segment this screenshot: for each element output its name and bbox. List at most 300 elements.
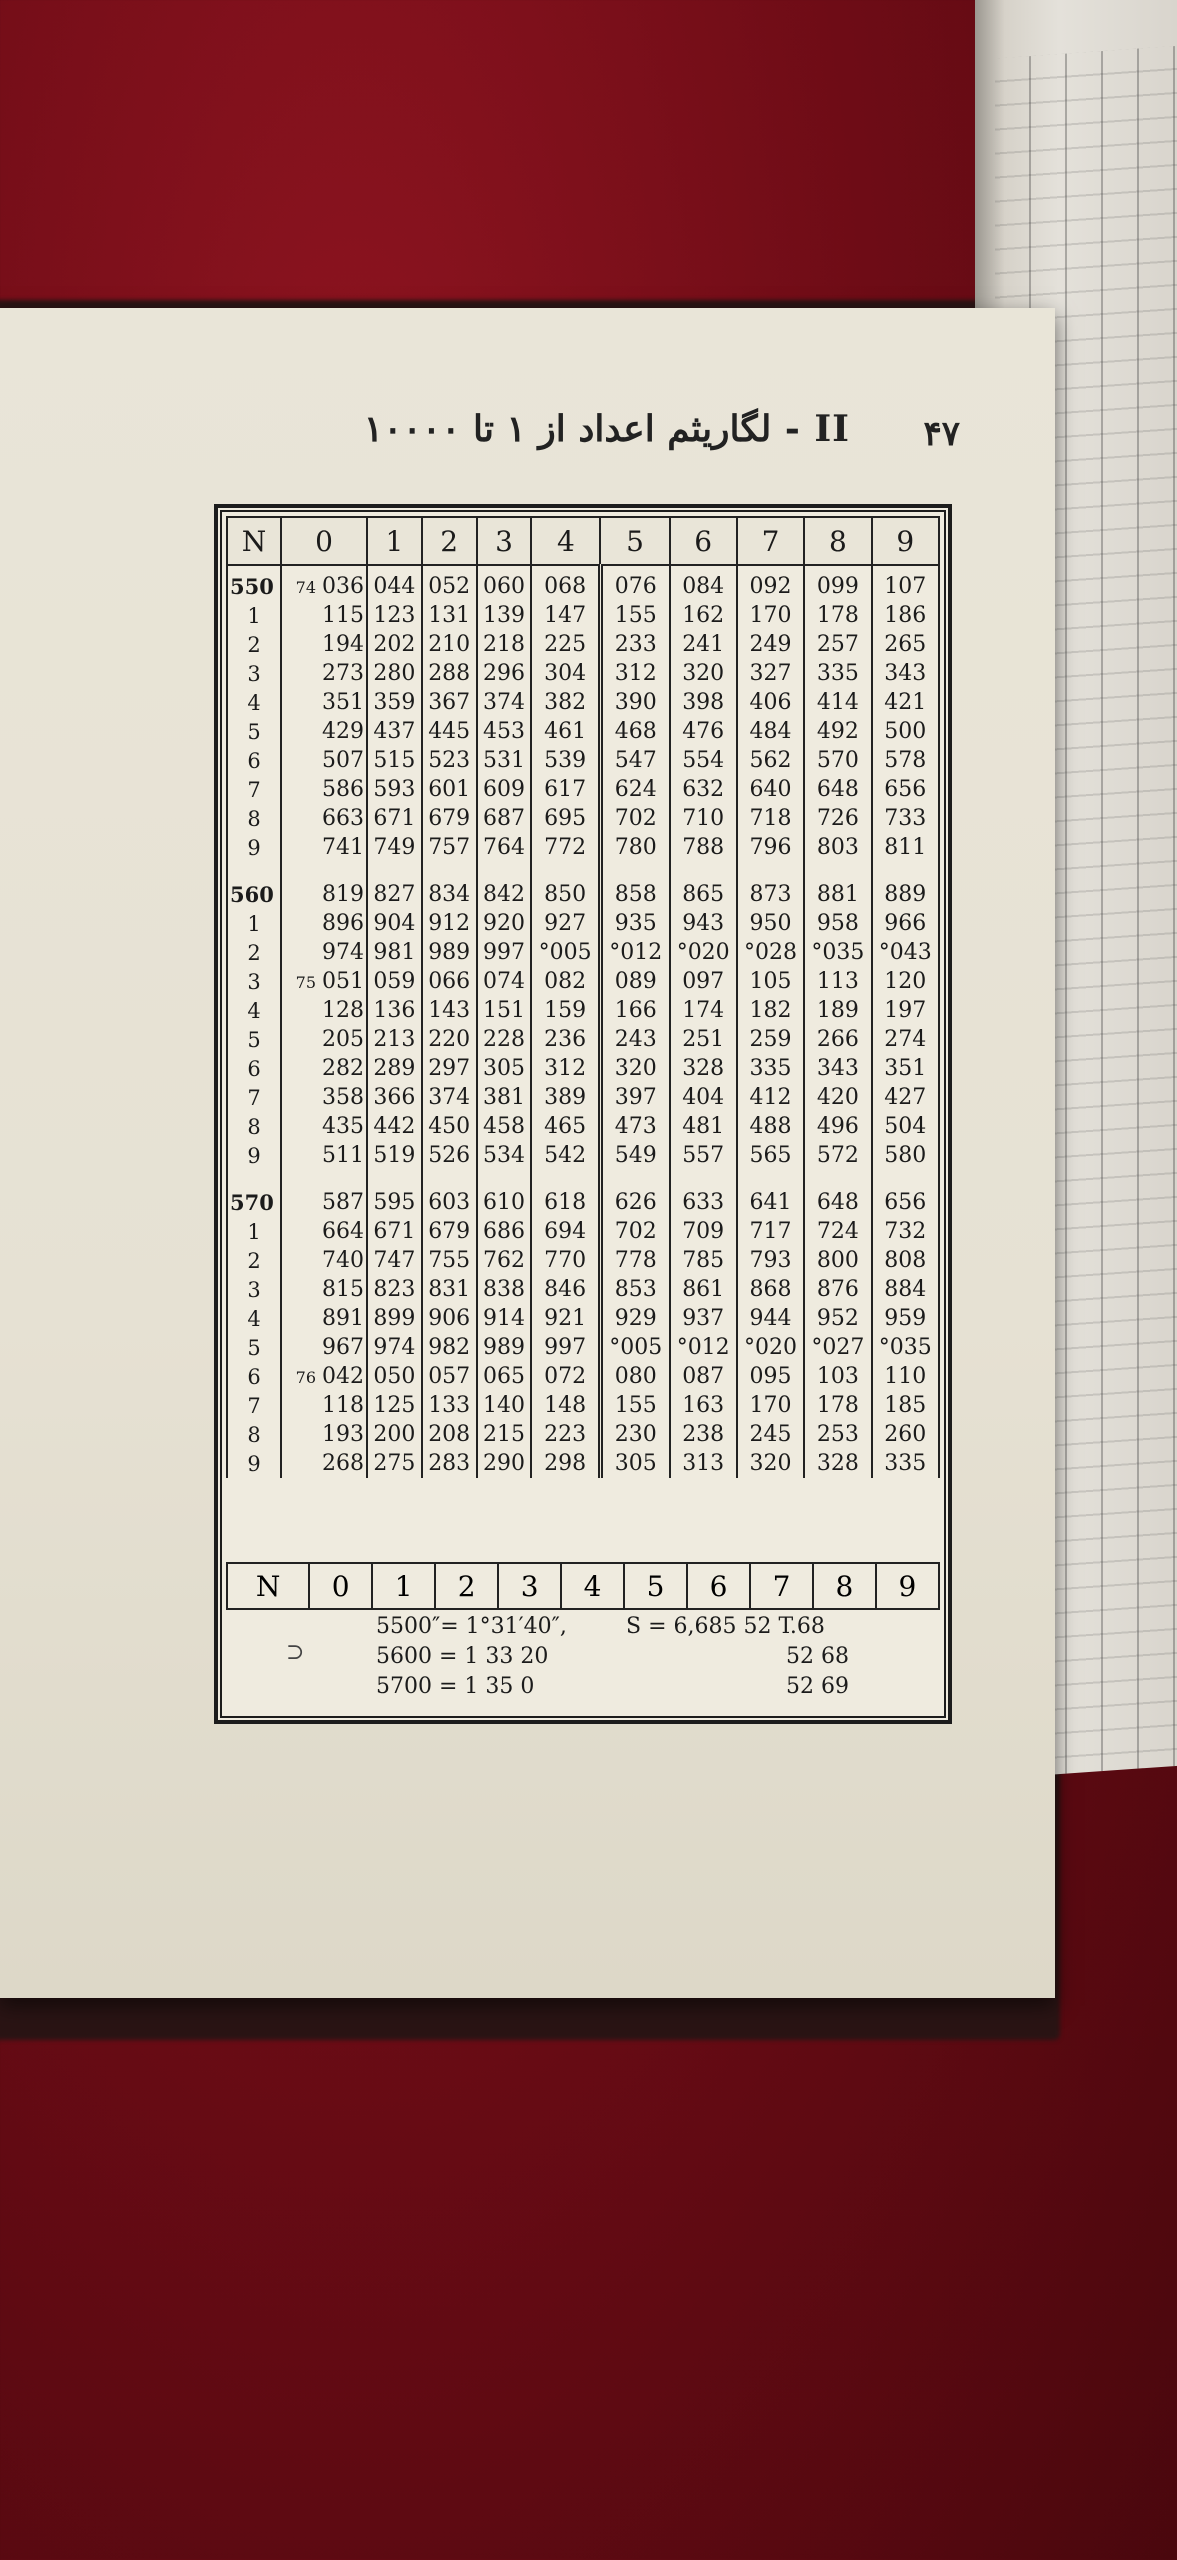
table-cell: 764 — [477, 833, 532, 862]
table-cell: 421 — [872, 688, 939, 717]
table-cell: 519 — [367, 1141, 422, 1170]
table-footer-row — [227, 1563, 939, 1609]
table-cell: 889 — [872, 880, 939, 909]
table-cell: 398 — [670, 688, 737, 717]
table-row — [227, 1275, 939, 1304]
footer-header-4: 3 — [498, 1563, 561, 1609]
table-cell: 283 — [422, 1449, 477, 1478]
table-cell: 718 — [737, 804, 804, 833]
table-cell — [281, 1391, 367, 1420]
gap-cell — [670, 1170, 737, 1188]
table-cell: 251 — [670, 1025, 737, 1054]
table-cell: 143 — [422, 996, 477, 1025]
table-cell: 687 — [477, 804, 532, 833]
row-label: 3 — [227, 659, 281, 688]
table-cell: °012 — [600, 938, 669, 967]
table-cell: 811 — [872, 833, 939, 862]
table-cell: 515 — [367, 746, 422, 775]
table-cell: 453 — [477, 717, 532, 746]
footer-header-2: 1 — [372, 1563, 435, 1609]
note-line-2: 5600 = 1 33 20 — [376, 1644, 549, 1669]
row-label: 8 — [227, 1420, 281, 1449]
table-row — [227, 1112, 939, 1141]
mantissa-prefix: 74 — [295, 578, 316, 597]
table-cell: °020 — [670, 938, 737, 967]
table-cell: 155 — [600, 601, 669, 630]
table-cell: 066 — [422, 967, 477, 996]
table-cell: 578 — [872, 746, 939, 775]
table-cell: 253 — [804, 1420, 871, 1449]
page-number: ۴۷ — [923, 414, 960, 454]
table-cell — [281, 775, 367, 804]
table-cell: 223 — [531, 1420, 600, 1449]
table-cell: 382 — [531, 688, 600, 717]
table-row — [227, 1188, 939, 1217]
page-title: II - لگاریثم اعداد از ۱ تا ۱۰۰۰۰ — [363, 408, 850, 450]
table-cell — [281, 746, 367, 775]
table-cell: 853 — [600, 1275, 669, 1304]
table-cell: 366 — [367, 1083, 422, 1112]
table-cell: 906 — [422, 1304, 477, 1333]
table-cell: 549 — [600, 1141, 669, 1170]
table-cell: 414 — [804, 688, 871, 717]
table-cell: 313 — [670, 1449, 737, 1478]
table-cell: 679 — [422, 1217, 477, 1246]
table-cell: 641 — [737, 1188, 804, 1217]
table-row — [227, 630, 939, 659]
table-row — [227, 1141, 939, 1170]
table-row — [227, 1362, 939, 1391]
table-cell: 539 — [531, 746, 600, 775]
table-cell: 159 — [531, 996, 600, 1025]
row-label: 570 — [227, 1188, 281, 1217]
cell-value: 586 — [322, 777, 364, 802]
gap-cell — [477, 1170, 532, 1188]
table-row — [227, 880, 939, 909]
table-cell: 959 — [872, 1304, 939, 1333]
table-cell: °043 — [872, 938, 939, 967]
table-cell: 099 — [804, 565, 871, 601]
table-cell: 481 — [670, 1112, 737, 1141]
table-cell: 724 — [804, 1217, 871, 1246]
row-label: 5 — [227, 1025, 281, 1054]
row-label: 5 — [227, 717, 281, 746]
table-cell: 220 — [422, 1025, 477, 1054]
cell-value: 974 — [322, 940, 364, 965]
table-cell: 749 — [367, 833, 422, 862]
table-cell — [281, 1188, 367, 1217]
cell-value: 273 — [322, 661, 364, 686]
table-cell: 174 — [670, 996, 737, 1025]
cell-value: 663 — [322, 806, 364, 831]
table-cell — [281, 804, 367, 833]
table-cell: 182 — [737, 996, 804, 1025]
table-cell: 170 — [737, 1391, 804, 1420]
table-cell: 921 — [531, 1304, 600, 1333]
table-cell: 390 — [600, 688, 669, 717]
log-table-frame — [214, 504, 952, 1724]
table-cell — [281, 1362, 367, 1391]
table-cell: 952 — [804, 1304, 871, 1333]
cell-value: 435 — [322, 1114, 364, 1139]
column-header-1: 0 — [281, 517, 367, 565]
table-cell: 865 — [670, 880, 737, 909]
table-cell: 110 — [872, 1362, 939, 1391]
table-cell: 335 — [872, 1449, 939, 1478]
table-cell: 547 — [600, 746, 669, 775]
table-row — [227, 775, 939, 804]
gap-cell — [227, 1170, 281, 1188]
row-group-gap — [227, 862, 939, 880]
table-cell: 944 — [737, 1304, 804, 1333]
gap-cell — [422, 1170, 477, 1188]
table-cell: 785 — [670, 1246, 737, 1275]
table-cell: 225 — [531, 630, 600, 659]
gap-cell — [872, 862, 939, 880]
table-cell: 557 — [670, 1141, 737, 1170]
table-cell: 465 — [531, 1112, 600, 1141]
gap-cell — [737, 1170, 804, 1188]
row-label: 4 — [227, 996, 281, 1025]
table-row — [227, 996, 939, 1025]
table-cell: 966 — [872, 909, 939, 938]
book-page — [0, 308, 1055, 1998]
row-label: 6 — [227, 1054, 281, 1083]
row-label: 1 — [227, 909, 281, 938]
table-cell: 873 — [737, 880, 804, 909]
cell-value: 740 — [322, 1248, 364, 1273]
table-cell: 151 — [477, 996, 532, 1025]
table-cell: 280 — [367, 659, 422, 688]
footer-header-3: 2 — [435, 1563, 498, 1609]
table-cell: 997 — [477, 938, 532, 967]
table-cell: 526 — [422, 1141, 477, 1170]
table-cell: 842 — [477, 880, 532, 909]
table-cell: 166 — [600, 996, 669, 1025]
table-cell: 626 — [600, 1188, 669, 1217]
cell-value: 815 — [322, 1277, 364, 1302]
table-cell: 838 — [477, 1275, 532, 1304]
table-cell: 208 — [422, 1420, 477, 1449]
table-row — [227, 1304, 939, 1333]
table-cell — [281, 1304, 367, 1333]
gap-cell — [281, 1170, 367, 1188]
table-cell: 052 — [422, 565, 477, 601]
table-cell: 185 — [872, 1391, 939, 1420]
table-cell — [281, 630, 367, 659]
table-cell: °020 — [737, 1333, 804, 1362]
table-cell: 335 — [804, 659, 871, 688]
table-cell — [281, 1275, 367, 1304]
table-cell: 328 — [804, 1449, 871, 1478]
table-cell: 580 — [872, 1141, 939, 1170]
s-line-2: 52 68 — [786, 1644, 849, 1669]
cell-value: 042 — [322, 1364, 364, 1389]
gap-cell — [804, 1170, 871, 1188]
cell-value: 891 — [322, 1306, 364, 1331]
gap-cell — [600, 1170, 669, 1188]
table-cell: 523 — [422, 746, 477, 775]
table-cell: 950 — [737, 909, 804, 938]
table-cell: 757 — [422, 833, 477, 862]
table-cell: 733 — [872, 804, 939, 833]
table-cell: 163 — [670, 1391, 737, 1420]
table-row — [227, 1333, 939, 1362]
table-cell: 113 — [804, 967, 871, 996]
table-row — [227, 1420, 939, 1449]
table-cell: 496 — [804, 1112, 871, 1141]
cell-value: 128 — [322, 998, 364, 1023]
table-row — [227, 804, 939, 833]
table-cell: 076 — [600, 565, 669, 601]
table-row — [227, 659, 939, 688]
table-cell: 617 — [531, 775, 600, 804]
table-cell: 603 — [422, 1188, 477, 1217]
table-cell: 068 — [531, 565, 600, 601]
table-cell: 595 — [367, 1188, 422, 1217]
table-cell: 259 — [737, 1025, 804, 1054]
table-cell: 542 — [531, 1141, 600, 1170]
table-cell — [281, 1246, 367, 1275]
table-cell: 920 — [477, 909, 532, 938]
row-label: 1 — [227, 1217, 281, 1246]
table-cell: 095 — [737, 1362, 804, 1391]
table-cell: 702 — [600, 804, 669, 833]
page-header — [320, 408, 960, 458]
table-cell: 656 — [872, 1188, 939, 1217]
footer-header-7: 6 — [687, 1563, 750, 1609]
table-cell: 710 — [670, 804, 737, 833]
table-cell: 796 — [737, 833, 804, 862]
table-cell: 107 — [872, 565, 939, 601]
table-cell: 257 — [804, 630, 871, 659]
table-cell: 570 — [804, 746, 871, 775]
table-cell: 788 — [670, 833, 737, 862]
table-cell: 381 — [477, 1083, 532, 1112]
table-cell: 265 — [872, 630, 939, 659]
gap-cell — [531, 862, 600, 880]
table-cell: 618 — [531, 1188, 600, 1217]
table-cell: 189 — [804, 996, 871, 1025]
gap-cell — [422, 862, 477, 880]
row-label: 560 — [227, 880, 281, 909]
cell-value: 511 — [322, 1143, 364, 1168]
table-cell: 120 — [872, 967, 939, 996]
table-cell: 420 — [804, 1083, 871, 1112]
table-cell: °005 — [531, 938, 600, 967]
table-cell: 929 — [600, 1304, 669, 1333]
table-cell: 755 — [422, 1246, 477, 1275]
table-cell — [281, 1025, 367, 1054]
table-cell: 312 — [531, 1054, 600, 1083]
table-cell: 484 — [737, 717, 804, 746]
table-cell — [281, 909, 367, 938]
table-notes — [226, 1612, 940, 1708]
cell-value: 118 — [322, 1393, 364, 1418]
table-cell — [281, 565, 367, 601]
table-cell: 290 — [477, 1449, 532, 1478]
table-row — [227, 938, 939, 967]
table-cell: 914 — [477, 1304, 532, 1333]
table-cell: 186 — [872, 601, 939, 630]
table-cell: 565 — [737, 1141, 804, 1170]
table-cell: 656 — [872, 775, 939, 804]
table-cell: 531 — [477, 746, 532, 775]
table-cell: 989 — [477, 1333, 532, 1362]
table-cell: °028 — [737, 938, 804, 967]
table-cell — [281, 659, 367, 688]
table-cell: 562 — [737, 746, 804, 775]
table-cell: 671 — [367, 1217, 422, 1246]
table-cell: 861 — [670, 1275, 737, 1304]
cell-value: 741 — [322, 835, 364, 860]
table-row — [227, 1246, 939, 1275]
table-cell: 089 — [600, 967, 669, 996]
table-row — [227, 1083, 939, 1112]
row-label: 8 — [227, 804, 281, 833]
cell-value: 351 — [322, 690, 364, 715]
cell-value: 587 — [322, 1190, 364, 1215]
margin-mark: ⊃ — [286, 1640, 305, 1665]
table-cell: 074 — [477, 967, 532, 996]
row-label: 9 — [227, 1449, 281, 1478]
table-cell: 080 — [600, 1362, 669, 1391]
mantissa-prefix: 76 — [295, 1368, 316, 1387]
column-header-8: 7 — [737, 517, 804, 565]
table-cell: 312 — [600, 659, 669, 688]
table-cell: 374 — [422, 1083, 477, 1112]
table-cell: 275 — [367, 1449, 422, 1478]
cell-value: 967 — [322, 1335, 364, 1360]
row-label: 5 — [227, 1333, 281, 1362]
cell-value: 051 — [322, 969, 364, 994]
table-cell: 695 — [531, 804, 600, 833]
table-cell: 780 — [600, 833, 669, 862]
table-cell — [281, 880, 367, 909]
table-cell: 500 — [872, 717, 939, 746]
column-header-4: 3 — [477, 517, 532, 565]
table-cell: 178 — [804, 601, 871, 630]
row-label: 9 — [227, 1141, 281, 1170]
table-cell: 249 — [737, 630, 804, 659]
table-cell: 997 — [531, 1333, 600, 1362]
gap-cell — [531, 1170, 600, 1188]
gap-cell — [477, 862, 532, 880]
table-cell: 072 — [531, 1362, 600, 1391]
cell-value: 429 — [322, 719, 364, 744]
table-cell: 320 — [670, 659, 737, 688]
table-cell: 572 — [804, 1141, 871, 1170]
footer-header-0: N — [227, 1563, 309, 1609]
table-cell: 065 — [477, 1362, 532, 1391]
table-cell: 305 — [600, 1449, 669, 1478]
table-cell — [281, 688, 367, 717]
gap-cell — [872, 1170, 939, 1188]
table-cell: 131 — [422, 601, 477, 630]
table-cell: 648 — [804, 775, 871, 804]
column-header-6: 5 — [600, 517, 669, 565]
table-cell — [281, 967, 367, 996]
table-cell — [281, 833, 367, 862]
table-cell: 084 — [670, 565, 737, 601]
footer-header-5: 4 — [561, 1563, 624, 1609]
table-cell: 236 — [531, 1025, 600, 1054]
note-line-1: 5500″= 1°31′40″, — [376, 1614, 567, 1639]
table-cell: 876 — [804, 1275, 871, 1304]
table-cell — [281, 1420, 367, 1449]
table-cell: 228 — [477, 1025, 532, 1054]
row-label: 6 — [227, 1362, 281, 1391]
table-cell: 476 — [670, 717, 737, 746]
table-cell: 406 — [737, 688, 804, 717]
table-cell: 125 — [367, 1391, 422, 1420]
table-cell: 328 — [670, 1054, 737, 1083]
table-cell: 632 — [670, 775, 737, 804]
row-label: 8 — [227, 1112, 281, 1141]
table-cell: 702 — [600, 1217, 669, 1246]
table-cell: 289 — [367, 1054, 422, 1083]
cell-value: 036 — [322, 574, 364, 599]
row-group-gap — [227, 1170, 939, 1188]
table-cell: 260 — [872, 1420, 939, 1449]
table-cell: 335 — [737, 1054, 804, 1083]
cell-value: 282 — [322, 1056, 364, 1081]
table-cell: 488 — [737, 1112, 804, 1141]
cell-value: 115 — [322, 603, 364, 628]
table-cell — [281, 1054, 367, 1083]
table-cell: 050 — [367, 1362, 422, 1391]
column-header-0: N — [227, 517, 281, 565]
table-cell: 982 — [422, 1333, 477, 1362]
table-cell: 178 — [804, 1391, 871, 1420]
row-label: 550 — [227, 565, 281, 601]
table-cell: 082 — [531, 967, 600, 996]
table-cell: 904 — [367, 909, 422, 938]
gap-cell — [281, 862, 367, 880]
table-cell: 935 — [600, 909, 669, 938]
table-row — [227, 1391, 939, 1420]
footer-header-1: 0 — [309, 1563, 372, 1609]
column-header-2: 1 — [367, 517, 422, 565]
table-cell — [281, 1083, 367, 1112]
table-header-row — [227, 517, 939, 565]
table-cell: 958 — [804, 909, 871, 938]
table-cell: 445 — [422, 717, 477, 746]
table-cell: 197 — [872, 996, 939, 1025]
cell-value: 205 — [322, 1027, 364, 1052]
footer-header-6: 5 — [624, 1563, 687, 1609]
table-cell — [281, 938, 367, 967]
table-cell: 233 — [600, 630, 669, 659]
row-label: 9 — [227, 833, 281, 862]
table-cell: 772 — [531, 833, 600, 862]
table-cell: 846 — [531, 1275, 600, 1304]
table-cell: 097 — [670, 967, 737, 996]
table-cell: 762 — [477, 1246, 532, 1275]
row-label: 3 — [227, 967, 281, 996]
table-row — [227, 601, 939, 630]
table-cell: 943 — [670, 909, 737, 938]
table-cell: 200 — [367, 1420, 422, 1449]
table-cell: 884 — [872, 1275, 939, 1304]
cell-value: 896 — [322, 911, 364, 936]
table-cell — [281, 1141, 367, 1170]
table-cell: 213 — [367, 1025, 422, 1054]
table-cell: 105 — [737, 967, 804, 996]
footer-header-10: 9 — [876, 1563, 939, 1609]
table-cell: 140 — [477, 1391, 532, 1420]
mantissa-prefix: 75 — [295, 973, 316, 992]
